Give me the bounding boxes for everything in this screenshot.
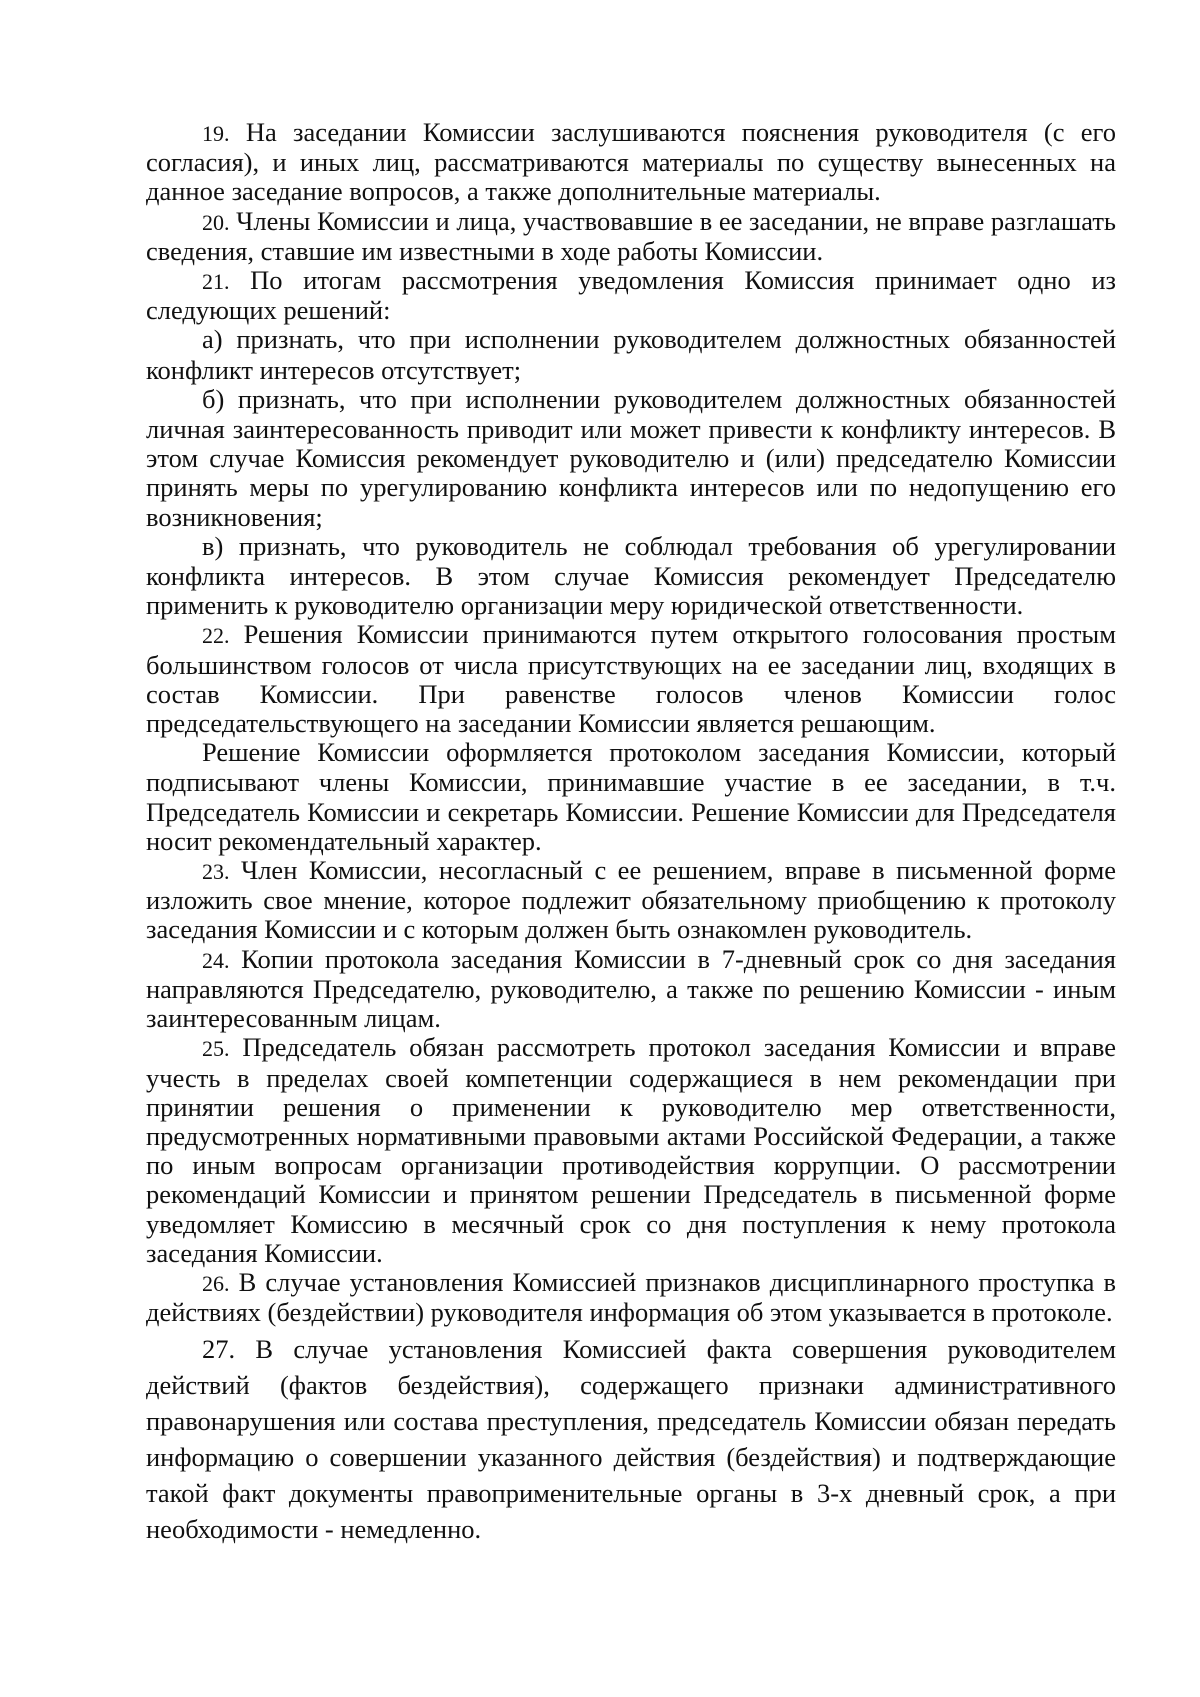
- paragraph-26: [146, 1268, 1116, 1327]
- paragraph-21: [146, 266, 1116, 325]
- paragraph-22-decision: [146, 738, 1116, 856]
- paragraph-24: [146, 945, 1116, 1034]
- paragraph-text: Решения Комиссии принимаются путем открытого голосования простым большинством голосов от числа присутствующих на ее заседании лиц, входящих в состав Комиссии. При равенстве голосов членов Комиссии голос председательствующего на заседании Комиссии является решающим.: [146, 619, 1116, 739]
- paragraph-text: По итогам рассмотрения уведомления Комиссия принимает одно из следующих решений:: [146, 265, 1116, 326]
- paragraph-number: 21.: [202, 269, 230, 295]
- paragraph-27: 27. В случае установления Комиссией факта совершения руководителем действий (фактов бездействия), содержащего признаки административного правонарушения или состава преступления, председатель Комиссии обязан передать информацию о совершении указанного действия (бездействия) и подтверждающие такой факт документы правоприменительные органы в 3-х дневный срок, а при необходимости - немедленно.: [146, 1334, 1116, 1545]
- paragraph-text: Член Комиссии, несогласный с ее решением, вправе в письменной форме изложить свое мнение, которое подлежит обязательному приобщению к протоколу заседания Комиссии и с которым должен быть ознакомлен руководитель.: [146, 855, 1116, 945]
- paragraph-text: Председатель обязан рассмотреть протокол заседания Комиссии и вправе учесть в пределах своей компетенции содержащиеся в нем рекомендации при принятии решения о применении к руководителю мер ответственности, предусмотренных нормативными правовыми актами Российской Федерации, а также по иным вопросам организации противодействия коррупции. О рассмотрении рекомендаций Комиссии и принятом решении Председатель в письменной форме уведомляет Комиссию в месячный срок со дня поступления к нему протокола заседания Комиссии.: [146, 1032, 1116, 1268]
- paragraph-21-v: [146, 532, 1116, 621]
- paragraph-21-b: [146, 385, 1116, 532]
- paragraph-23: [146, 856, 1116, 945]
- paragraph-19: [146, 118, 1116, 207]
- paragraph-21-a: [146, 325, 1116, 384]
- paragraph-text: На заседании Комиссии заслушиваются пояснения руководителя (с его согласия), и иных лиц, рассматриваются материалы по существу вынесенных на данное заседание вопросов, а также дополнительные материалы.: [146, 117, 1116, 207]
- paragraph-25: [146, 1033, 1116, 1268]
- paragraph-number: 25.: [202, 1036, 230, 1062]
- paragraph-text: Копии протокола заседания Комиссии в 7-дневный срок со дня заседания направляются Председателю, руководителю, а также по решению Комиссии - иным заинтересованным лицам.: [146, 943, 1116, 1034]
- paragraph-text: б) признать, что при исполнении руководителем должностных обязанностей личная заинтересованность приводит или может привести к конфликту интересов. В этом случае Комиссия рекомендует руководителю и (или) председателю Комиссии принять меры по урегулированию конфликта интересов или по недопущению его возникновения;: [146, 383, 1116, 532]
- paragraph-text: а) признать, что при исполнении руководителем должностных обязанностей конфликт интересов отсутствует;: [146, 324, 1116, 385]
- paragraph-number: 23.: [202, 859, 230, 885]
- paragraph-text: Решение Комиссии оформляется протоколом заседания Комиссии, который подписывают члены Комиссии, принимавшие участие в ее заседании, в т.ч. Председатель Комиссии и секретарь Комиссии. Решение Комиссии для Председателя носит рекомендательный характер.: [146, 737, 1116, 856]
- document-page: [146, 118, 1116, 1547]
- paragraph-number: 19.: [202, 121, 230, 146]
- paragraph-number: 22.: [202, 623, 230, 649]
- paragraph-number: 20.: [202, 209, 230, 235]
- paragraph-20: [146, 207, 1116, 266]
- paragraph-22: [146, 620, 1116, 738]
- paragraph-text: в) признать, что руководитель не соблюдал требования об урегулировании конфликта интересов. В этом случае Комиссия рекомендует Председателю применить к руководителю организации меру юридической ответственности.: [146, 530, 1116, 621]
- paragraph-number: 24.: [202, 947, 230, 973]
- paragraph-number: 26.: [202, 1270, 230, 1296]
- paragraph-text: В случае установления Комиссией признаков дисциплинарного проступка в действиях (бездействии) руководителя информация об этом указывается в протоколе.: [146, 1266, 1116, 1328]
- paragraph-text: Члены Комиссии и лица, участвовавшие в ее заседании, не вправе разглашать сведения, ставшие им известными в ходе работы Комиссии.: [146, 205, 1116, 266]
